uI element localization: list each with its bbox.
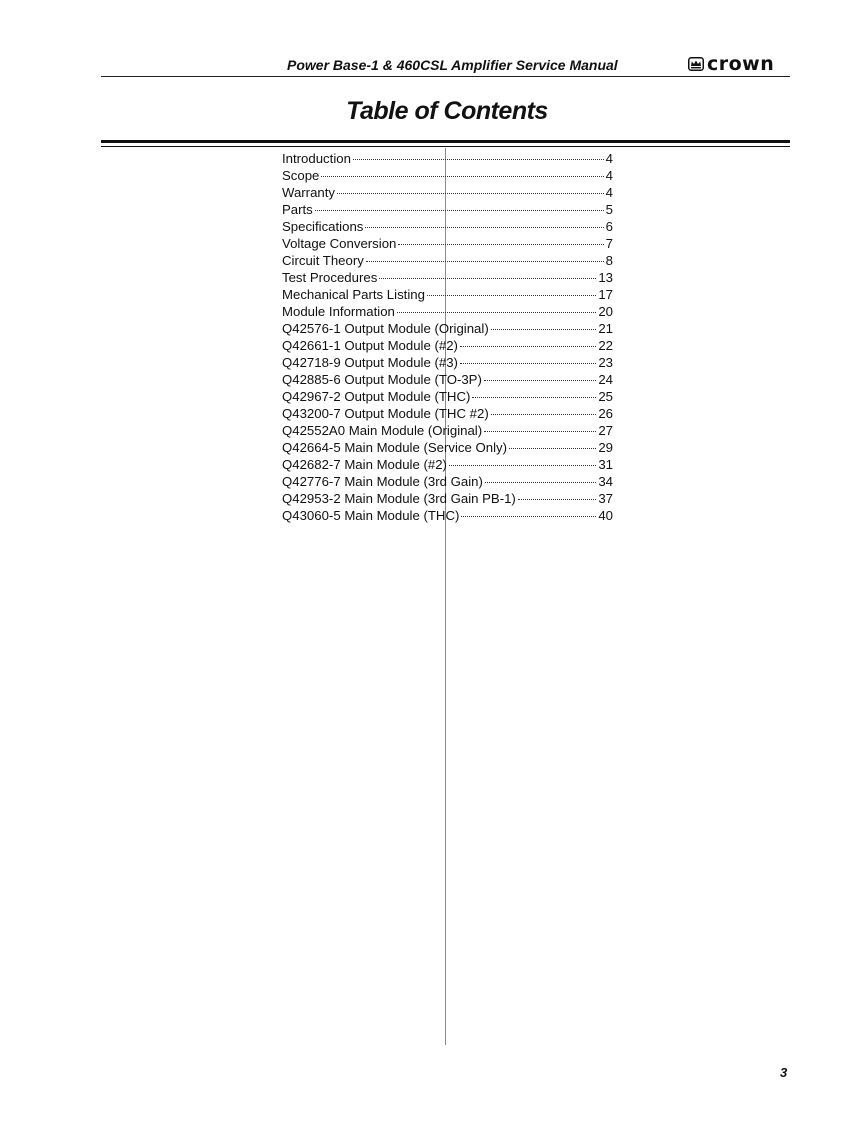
- toc-entry-label: Voltage Conversion: [282, 236, 397, 251]
- brand-logo: [688, 55, 774, 73]
- toc-dot-leader: [337, 193, 604, 194]
- toc-entry-page: 40: [598, 508, 613, 523]
- toc-entry-label: Q42576-1 Output Module (Original): [282, 321, 489, 336]
- toc-entry-label: Q42718-9 Output Module (#3): [282, 355, 458, 370]
- running-header-title: Power Base-1 & 460CSL Amplifier Service Manual: [287, 57, 618, 73]
- toc-dot-leader: [353, 159, 604, 160]
- toc-entry-label: Warranty: [282, 185, 336, 200]
- toc-entry[interactable]: [282, 269, 613, 286]
- toc-entry[interactable]: [282, 507, 613, 524]
- toc-entry-label: Introduction: [282, 151, 351, 166]
- toc-entry-label: Module Information: [282, 304, 395, 319]
- toc-entry-label: Q43060-5 Main Module (THC): [282, 508, 460, 523]
- toc-entry[interactable]: [282, 286, 613, 303]
- toc-dot-leader: [484, 431, 596, 432]
- toc-entry-page: 5: [605, 202, 613, 217]
- toc-entry-label: Q42552A0 Main Module (Original): [282, 423, 483, 438]
- toc-entry[interactable]: [282, 235, 613, 252]
- toc-dot-leader: [460, 363, 596, 364]
- toc-entry[interactable]: [282, 303, 613, 320]
- toc-entry-label: Q42967-2 Output Module (THC): [282, 389, 471, 404]
- header-divider: [101, 76, 790, 77]
- toc-dot-leader: [491, 414, 597, 415]
- toc-entry[interactable]: [282, 473, 613, 490]
- toc-dot-leader: [366, 261, 604, 262]
- toc-entry-page: 29: [598, 440, 613, 455]
- toc-entry-label: Specifications: [282, 219, 364, 234]
- toc-entry[interactable]: [282, 320, 613, 337]
- toc-entry-label: Parts: [282, 202, 313, 217]
- crown-logo-icon: [688, 57, 704, 71]
- toc-dot-leader: [365, 227, 603, 228]
- toc-entry[interactable]: [282, 252, 613, 269]
- toc-entry-label: Q42661-1 Output Module (#2): [282, 338, 458, 353]
- toc-entry-page: 17: [598, 287, 613, 302]
- toc-dot-leader: [315, 210, 604, 211]
- toc-entry[interactable]: [282, 439, 613, 456]
- toc-entry[interactable]: [282, 184, 613, 201]
- toc-entry-page: 31: [598, 457, 613, 472]
- toc-entry-page: 25: [598, 389, 613, 404]
- toc-dot-leader: [449, 465, 596, 466]
- toc-dot-leader: [484, 380, 596, 381]
- toc-entry-page: 26: [598, 406, 613, 421]
- toc-dot-leader: [460, 346, 596, 347]
- toc-entry-page: 22: [598, 338, 613, 353]
- toc-dot-leader: [518, 499, 597, 500]
- toc-dot-leader: [427, 295, 596, 296]
- toc-entry[interactable]: [282, 456, 613, 473]
- toc-entry-page: 4: [605, 168, 613, 183]
- toc-entry-page: 7: [605, 236, 613, 251]
- toc-entry[interactable]: [282, 405, 613, 422]
- toc-entry[interactable]: [282, 422, 613, 439]
- toc-entry-label: Circuit Theory: [282, 253, 364, 268]
- toc-entry[interactable]: [282, 371, 613, 388]
- page-number: 3: [780, 1065, 788, 1080]
- toc-entry-page: 37: [598, 491, 613, 506]
- toc-entry[interactable]: [282, 490, 613, 507]
- toc-entry-label: Q42776-7 Main Module (3rd Gain): [282, 474, 483, 489]
- toc-entry-label: Q42953-2 Main Module (3rd Gain PB-1): [282, 491, 516, 506]
- toc-entry-page: 20: [598, 304, 613, 319]
- toc-entry-page: 24: [598, 372, 613, 387]
- toc-dot-leader: [509, 448, 596, 449]
- toc-entry-label: Mechanical Parts Listing: [282, 287, 425, 302]
- toc-entry-page: 4: [605, 185, 613, 200]
- title-divider-thick: [101, 140, 790, 143]
- page-title: Table of Contents: [346, 97, 548, 125]
- toc-entry[interactable]: [282, 150, 613, 167]
- toc-entry[interactable]: [282, 201, 613, 218]
- toc-dot-leader: [379, 278, 596, 279]
- toc-entry[interactable]: [282, 218, 613, 235]
- toc-entry-label: Q42682-7 Main Module (#2): [282, 457, 447, 472]
- toc-dot-leader: [321, 176, 603, 177]
- toc-dot-leader: [485, 482, 596, 483]
- toc-entry-label: Test Procedures: [282, 270, 378, 285]
- toc-entry[interactable]: [282, 354, 613, 371]
- toc-entry-page: 8: [605, 253, 613, 268]
- toc-entry-page: 21: [598, 321, 613, 336]
- brand-wordmark: crown: [707, 53, 775, 75]
- toc-dot-leader: [472, 397, 596, 398]
- toc-entry-label: Q43200-7 Output Module (THC #2): [282, 406, 489, 421]
- toc-entry-page: 23: [598, 355, 613, 370]
- toc-entry-label: Q42664-5 Main Module (Service Only): [282, 440, 508, 455]
- toc-dot-leader: [398, 244, 603, 245]
- toc-entry-page: 27: [598, 423, 613, 438]
- toc-entry-page: 13: [598, 270, 613, 285]
- toc-entry-label: Q42885-6 Output Module (TO-3P): [282, 372, 482, 387]
- title-divider-thin: [101, 146, 790, 147]
- toc-entry-label: Scope: [282, 168, 320, 183]
- toc-dot-leader: [397, 312, 596, 313]
- toc-entry[interactable]: [282, 388, 613, 405]
- toc-entry-page: 4: [605, 151, 613, 166]
- toc-entry-page: 6: [605, 219, 613, 234]
- toc-entry[interactable]: [282, 167, 613, 184]
- toc-dot-leader: [491, 329, 597, 330]
- toc-dot-leader: [461, 516, 596, 517]
- toc-entry[interactable]: [282, 337, 613, 354]
- toc-entry-page: 34: [598, 474, 613, 489]
- table-of-contents: [282, 150, 613, 524]
